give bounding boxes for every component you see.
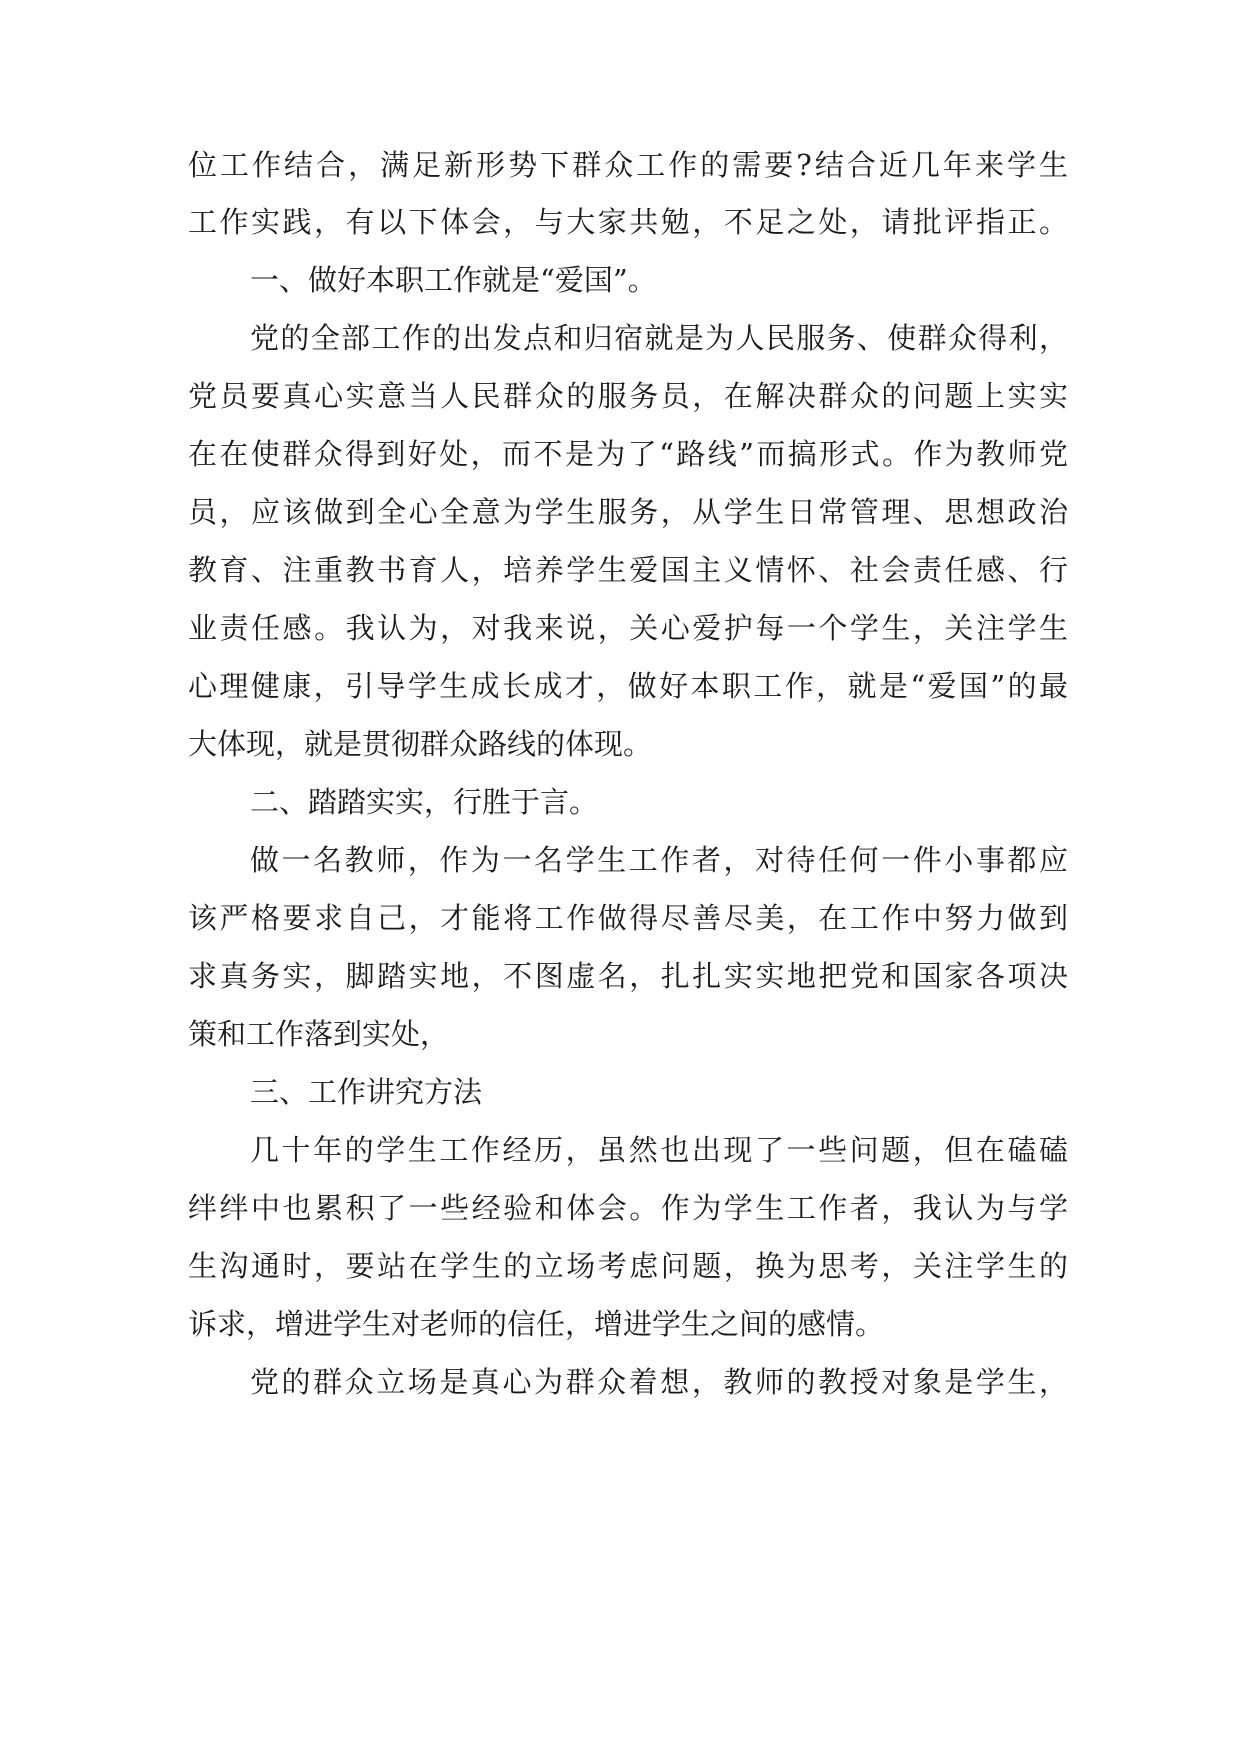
paragraph-line: 业责任感。我认为，对我来说，关心爱护每一个学生，关注学生 xyxy=(188,611,1068,645)
paragraph-line: 求真务实，脚踏实地，不图虚名，扎扎实实地把党和国家各项决 xyxy=(188,959,1068,993)
paragraph-line: 党员要真心实意当人民群众的服务员，在解决群众的问题上实实 xyxy=(188,379,1068,413)
paragraph-line: 诉求，增进学生对老师的信任，增进学生之间的感情。 xyxy=(188,1307,885,1341)
paragraph-line: 员，应该做到全心全意为学生服务，从学生日常管理、思想政治 xyxy=(188,495,1068,529)
paragraph-line: 在在使群众得到好处，而不是为了“路线”而搞形式。作为教师党 xyxy=(188,437,1068,471)
paragraph-line: 心理健康，引导学生成长成才，做好本职工作，就是“爱国”的最 xyxy=(188,669,1068,703)
section-heading: 二、踏踏实实，行胜于言。 xyxy=(250,785,599,819)
paragraph-line: 该严格要求自己，才能将工作做得尽善尽美，在工作中努力做到 xyxy=(188,901,1068,935)
paragraph-line: 教育、注重教书育人，培养学生爱国主义情怀、社会责任感、行 xyxy=(188,553,1068,587)
paragraph-line: 大体现，就是贯彻群众路线的体现。 xyxy=(188,727,653,761)
paragraph-line: 位工作结合，满足新形势下群众工作的需要?结合近几年来学生 xyxy=(188,148,1068,182)
paragraph-line: 几十年的学生工作经历，虽然也出现了一些问题，但在磕磕 xyxy=(250,1133,1068,1167)
paragraph-line: 策和工作落到实处， xyxy=(188,1017,450,1051)
paragraph-line: 做一名教师，作为一名学生工作者，对待任何一件小事都应 xyxy=(250,843,1068,877)
paragraph-line: 生沟通时，要站在学生的立场考虑问题，换为思考，关注学生的 xyxy=(188,1249,1068,1283)
paragraph-line: 党的群众立场是真心为群众着想，教师的教授对象是学生， xyxy=(250,1365,1068,1399)
paragraph-line: 工作实践，有以下体会，与大家共勉，不足之处，请批评指正。 xyxy=(188,205,1068,239)
paragraph-line: 党的全部工作的出发点和归宿就是为人民服务、使群众得利， xyxy=(250,321,1068,355)
section-heading: 三、工作讲究方法 xyxy=(250,1075,483,1109)
section-heading: 一、做好本职工作就是“爱国”。 xyxy=(250,263,657,297)
paragraph-line: 绊绊中也累积了一些经验和体会。作为学生工作者，我认为与学 xyxy=(188,1191,1068,1225)
